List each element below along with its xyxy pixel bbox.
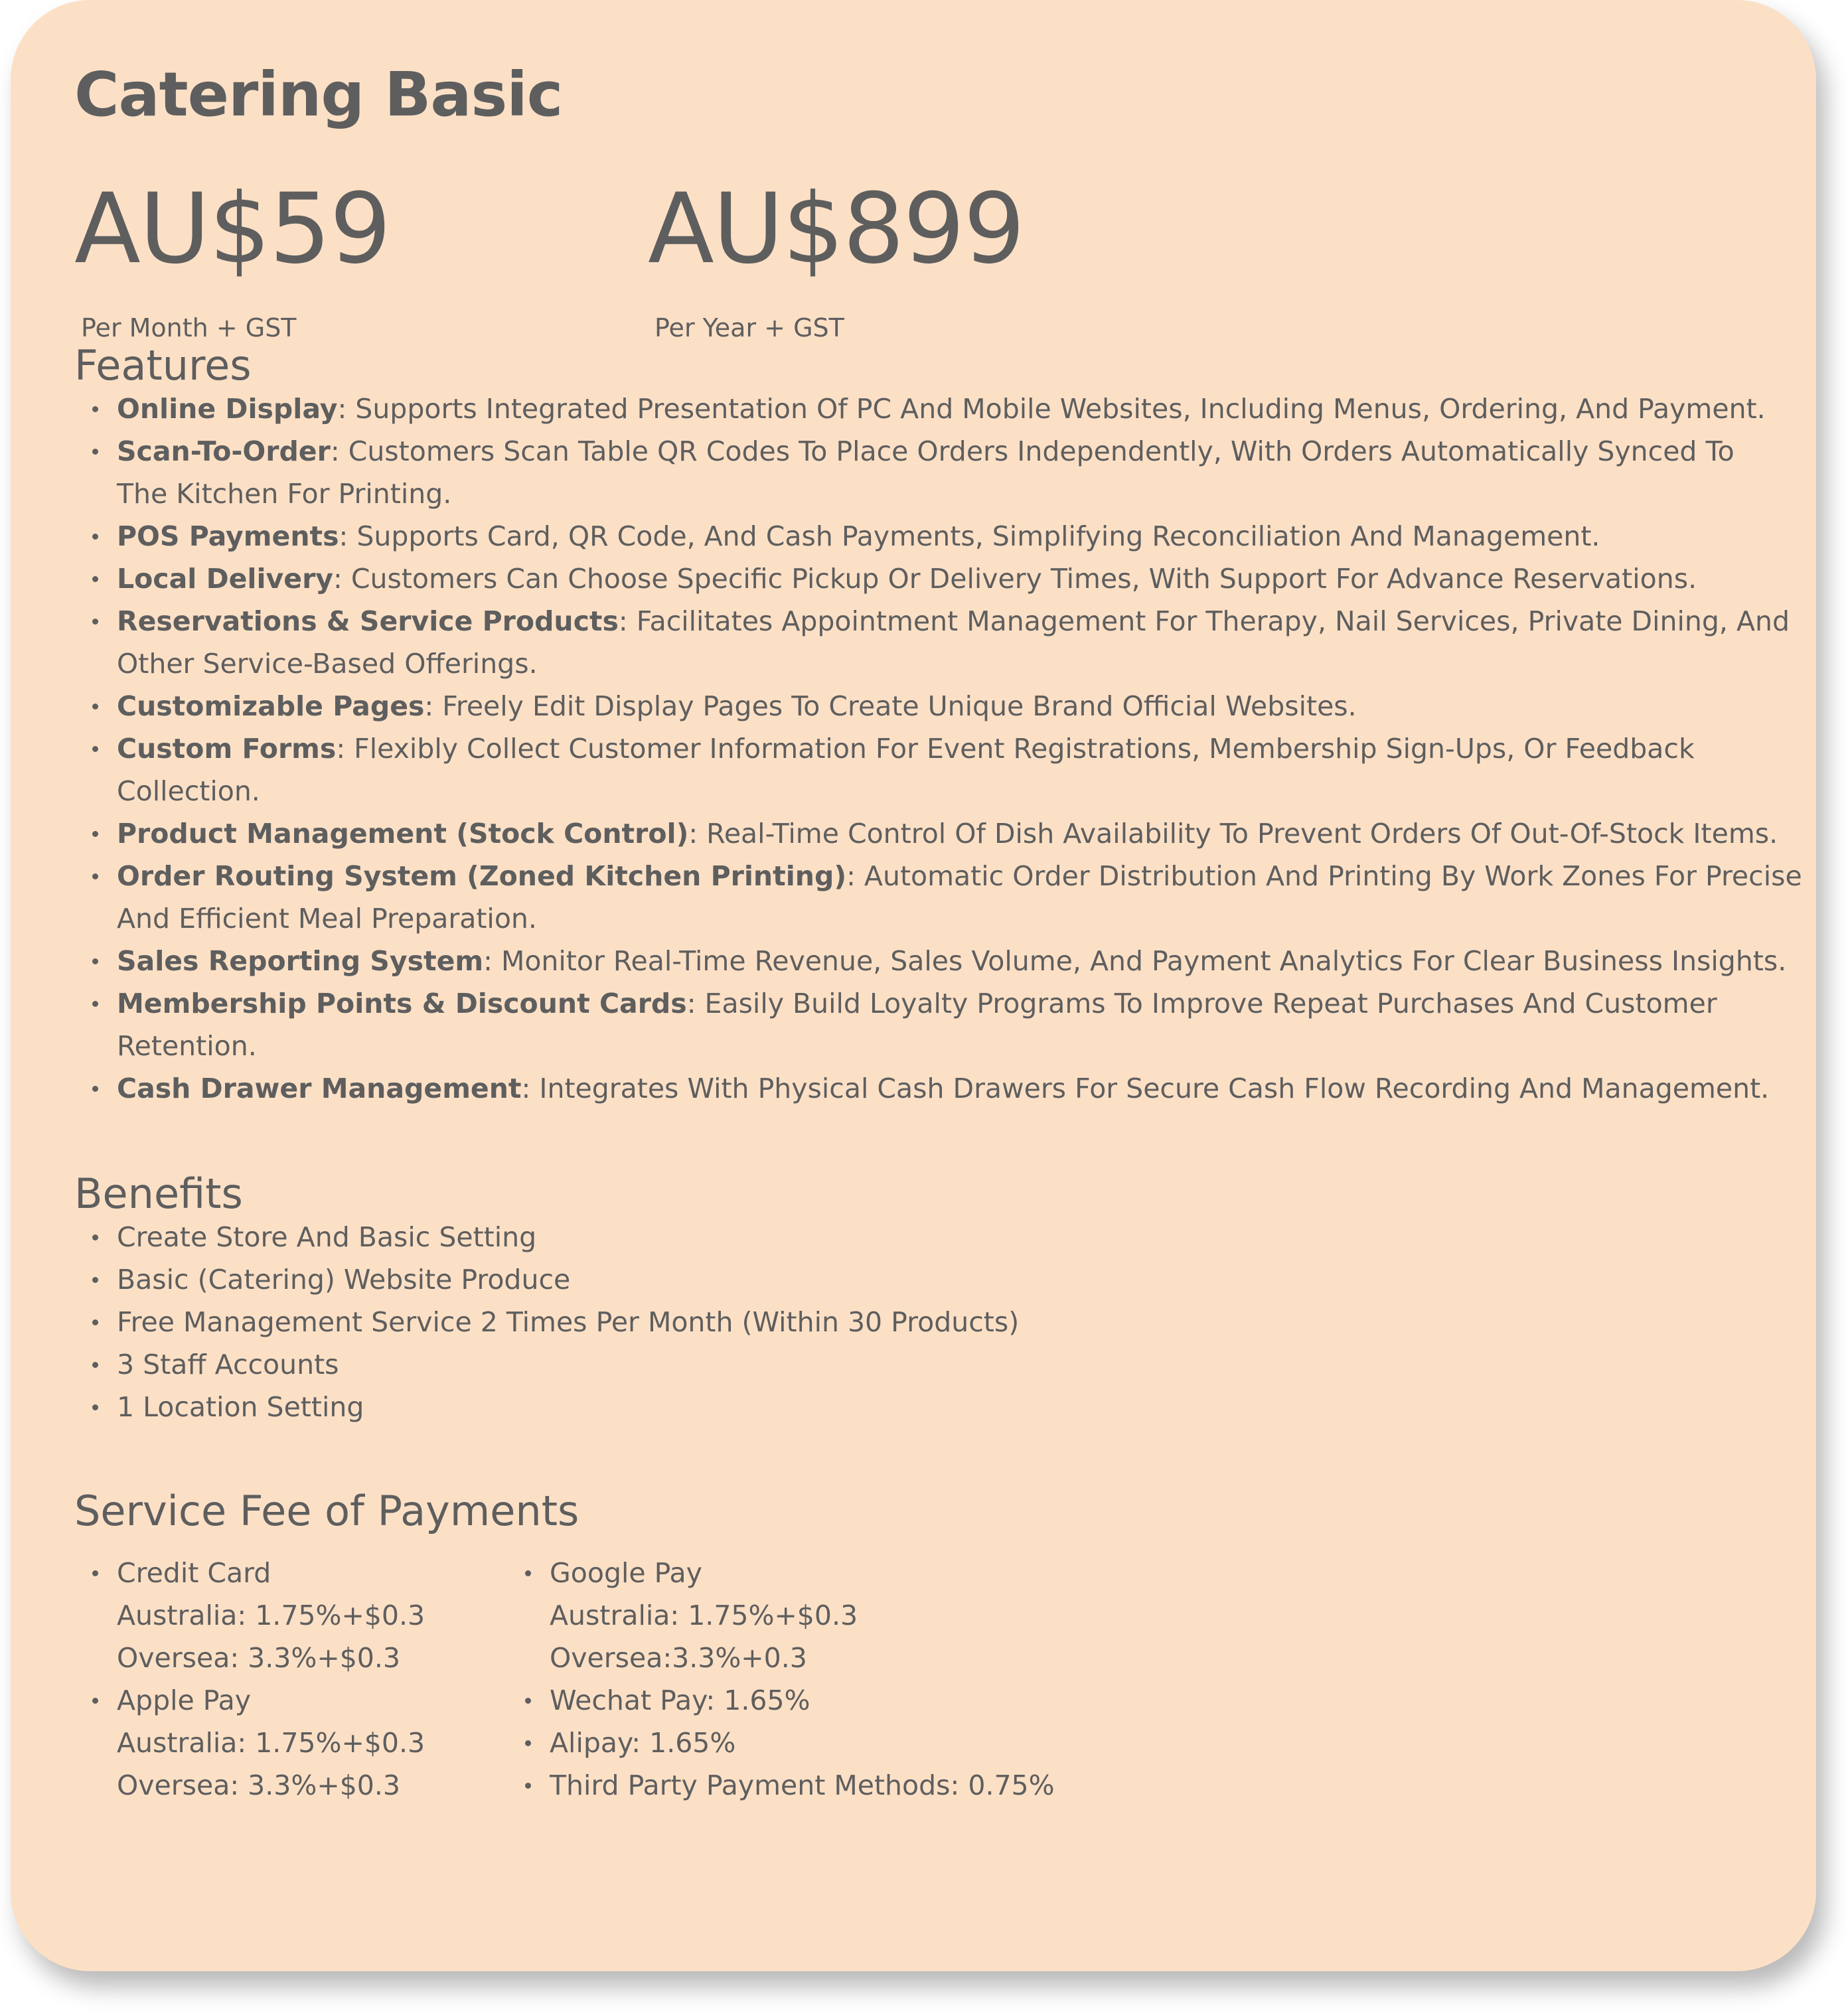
feature-item <box>74 727 1816 812</box>
feature-description: : Supports Card, QR Code, And Cash Payments, Simplifying Reconciliation And Management. <box>339 520 1600 552</box>
bullet-dot <box>92 746 98 752</box>
feature-description-continued: Retention. <box>117 1030 257 1062</box>
monthly-price-amount: AU$59 <box>74 173 390 285</box>
australia-fee: Australia: 1.75%+$0.3 <box>117 1727 425 1759</box>
payment-method-item <box>507 1552 1055 1679</box>
bullet-dot <box>92 1086 98 1092</box>
benefits-heading: Benefits <box>74 1169 243 1218</box>
bullet-dot <box>92 1570 98 1576</box>
feature-name: Order Routing System (Zoned Kitchen Printing) <box>117 860 847 892</box>
feature-name: Custom Forms <box>117 733 337 765</box>
benefit-item <box>74 1216 1816 1258</box>
bullet-dot <box>92 1319 98 1325</box>
feature-item <box>74 1067 1816 1110</box>
payment-method-name: Third Party Payment Methods: 0.75% <box>550 1769 1055 1801</box>
bullet-dot <box>92 1234 98 1240</box>
oversea-fee: Oversea: 3.3%+$0.3 <box>117 1642 400 1674</box>
feature-description: : Monitor Real-Time Revenue, Sales Volume, And Payment Analytics For Clear Business Insights. <box>483 945 1787 977</box>
bullet-dot <box>92 1404 98 1410</box>
plan-title: Catering Basic <box>74 59 563 130</box>
feature-description: : Customers Can Choose Specific Pickup Or Delivery Times, With Support For Advance Reservations. <box>333 563 1697 595</box>
bullet-dot <box>92 449 98 455</box>
feature-description: : Automatic Order Distribution And Printing By Work Zones For Precise <box>846 860 1802 892</box>
bullet-dot <box>92 619 98 625</box>
feature-item <box>74 940 1816 982</box>
feature-item <box>74 855 1816 940</box>
payment-method-item <box>507 1679 1055 1722</box>
oversea-fee: Oversea: 3.3%+$0.3 <box>117 1769 400 1801</box>
features-list <box>74 388 1816 1110</box>
feature-description: : Customers Scan Table QR Codes To Place Orders Independently, With Orders Automatically Synced To <box>330 435 1734 467</box>
feature-item <box>74 600 1816 685</box>
feature-description: : Integrates With Physical Cash Drawers For Secure Cash Flow Recording And Management. <box>521 1073 1770 1104</box>
payment-method-item <box>507 1722 1055 1764</box>
yearly-price-note: Per Year + GST <box>654 313 844 342</box>
feature-name: Online Display <box>117 393 338 425</box>
feature-description-continued: And Efficient Meal Preparation. <box>117 903 537 934</box>
benefit-label: Create Store And Basic Setting <box>117 1221 537 1253</box>
bullet-dot <box>525 1570 531 1576</box>
bullet-dot <box>92 534 98 540</box>
payment-method-name: Google Pay <box>550 1557 702 1589</box>
feature-name: Local Delivery <box>117 563 334 595</box>
feature-item <box>74 430 1816 515</box>
feature-name: Sales Reporting System <box>117 945 484 977</box>
yearly-price-amount: AU$899 <box>648 173 1024 285</box>
bullet-dot <box>92 831 98 837</box>
feature-description: : Freely Edit Display Pages To Create Unique Brand Official Websites. <box>424 690 1357 722</box>
feature-description-continued: Other Service-Based Offerings. <box>117 648 538 680</box>
feature-name: Scan-To-Order <box>117 435 331 467</box>
benefit-item <box>74 1343 1816 1386</box>
benefits-list <box>74 1216 1816 1428</box>
feature-name: Membership Points & Discount Cards <box>117 988 687 1019</box>
feature-name: Product Management (Stock Control) <box>117 818 689 850</box>
features-heading: Features <box>74 341 252 390</box>
feature-description: : Supports Integrated Presentation Of PC And Mobile Websites, Including Menus, Ordering, And Payment. <box>337 393 1766 425</box>
feature-item <box>74 982 1816 1067</box>
feature-name: POS Payments <box>117 520 339 552</box>
bullet-dot <box>92 1001 98 1007</box>
feature-description: : Flexibly Collect Customer Information For Event Registrations, Membership Sign-Ups, Or Feedback <box>336 733 1695 765</box>
feature-item <box>74 558 1816 600</box>
bullet-dot <box>92 1362 98 1368</box>
payment-method-name: Apple Pay <box>117 1684 252 1716</box>
bullet-dot <box>92 873 98 879</box>
benefit-item <box>74 1258 1816 1301</box>
feature-item <box>74 388 1816 430</box>
benefit-label: 3 Staff Accounts <box>117 1349 339 1381</box>
pricing-card <box>11 0 1816 1971</box>
australia-fee: Australia: 1.75%+$0.3 <box>117 1600 425 1631</box>
bullet-dot <box>92 1698 98 1704</box>
feature-item <box>74 515 1816 558</box>
payment-method-item <box>74 1552 425 1679</box>
service-fee-heading: Service Fee of Payments <box>74 1487 579 1535</box>
feature-name: Reservations & Service Products <box>117 605 619 637</box>
payment-method-name: Wechat Pay: 1.65% <box>550 1684 810 1716</box>
feature-description: : Real-Time Control Of Dish Availability To Prevent Orders Of Out-Of-Stock Items. <box>688 818 1778 850</box>
feature-item <box>74 685 1816 727</box>
bullet-dot <box>525 1698 531 1704</box>
bullet-dot <box>525 1740 531 1746</box>
benefit-label: Basic (Catering) Website Produce <box>117 1264 571 1296</box>
feature-name: Customizable Pages <box>117 690 425 722</box>
benefit-label: Free Management Service 2 Times Per Month (Within 30 Products) <box>117 1306 1020 1338</box>
payment-method-item <box>74 1679 425 1807</box>
feature-description-continued: Collection. <box>117 775 260 807</box>
australia-fee: Australia: 1.75%+$0.3 <box>550 1600 858 1631</box>
benefit-item <box>74 1301 1816 1343</box>
bullet-dot <box>92 406 98 412</box>
bullet-dot <box>92 1277 98 1283</box>
bullet-dot <box>92 576 98 582</box>
service-fee-list-right <box>507 1552 1055 1807</box>
service-fee-list-left <box>74 1552 425 1807</box>
oversea-fee: Oversea:3.3%+0.3 <box>550 1642 807 1674</box>
bullet-dot <box>92 958 98 964</box>
benefit-label: 1 Location Setting <box>117 1391 364 1423</box>
feature-name: Cash Drawer Management <box>117 1073 522 1104</box>
payment-method-item <box>507 1764 1055 1807</box>
service-fee-columns <box>74 1552 1816 1817</box>
feature-description: : Facilitates Appointment Management For Therapy, Nail Services, Private Dining, And <box>618 605 1790 637</box>
payment-method-name: Credit Card <box>117 1557 271 1589</box>
bullet-dot <box>92 704 98 709</box>
benefit-item <box>74 1386 1816 1428</box>
feature-description: : Easily Build Loyalty Programs To Improve Repeat Purchases And Customer <box>686 988 1717 1019</box>
bullet-dot <box>525 1783 531 1789</box>
monthly-price-note: Per Month + GST <box>81 313 297 342</box>
payment-method-name: Alipay: 1.65% <box>550 1727 736 1759</box>
feature-description-continued: The Kitchen For Printing. <box>117 478 452 510</box>
feature-item <box>74 812 1816 855</box>
